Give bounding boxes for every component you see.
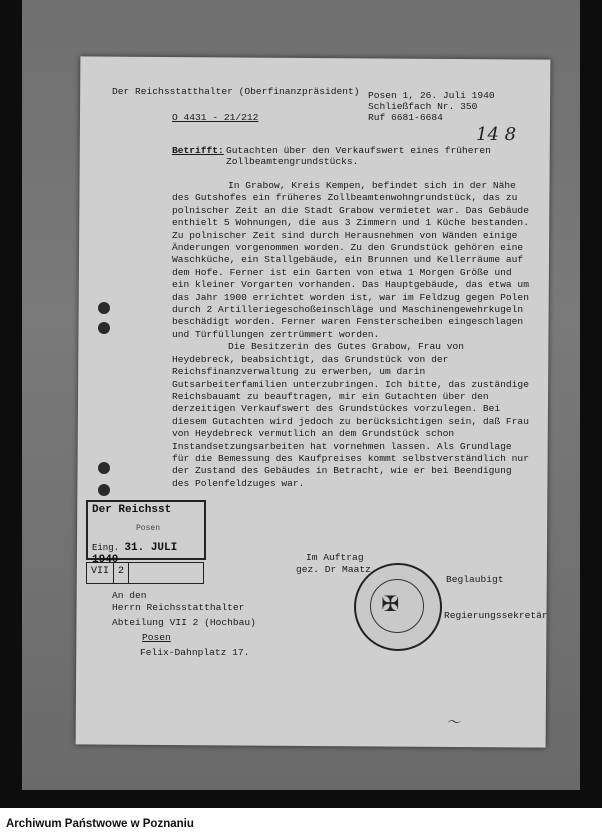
address-line-1: Herrn Reichsstatthalter (112, 602, 245, 613)
body-paragraph-1: In Grabow, Kreis Kempen, befindet sich in der Nähe des Gutshofes ein früheres Zollbeamtenwohngrundstück, das zu polnischer Zeit an die Stadt Grabow vermietet war. Das Gebäude enthielt 5 Wohnungen, die aus 3 Zimmern und 1 Küche bestanden. Zu polnischer Zeit sind durch Herausnehmen von Wänden einige Änderungen vorgenommen worden. Zu den Grundstück gehören eine Waschküche, ein Stallgebäude, ein Brunnen und Kellerräume auf dem Hofe. Ferner ist ein Garten von etwa 1 Morgen Größe und ein kleiner Vorgarten vorhanden. Das Hauptgebäude, das etwa um das Jahr 1900 errichtet worden ist, war im Feldzug gegen Polen durch 2 Artilleriegeschoßeinschläge und Maschinengewehrkugeln beschädigt worden. Ferner waren Fensterscheiben eingeschlagen und Türfüllungen zertrümmert worden. (172, 180, 529, 340)
certified: Beglaubigt (446, 574, 504, 585)
address-line-4: Felix-Dahnplatz 17. (140, 647, 250, 658)
page-marks: 14 8 (476, 124, 517, 145)
reference-number: O 4431 - 21/212 (172, 112, 259, 123)
subject-line-2: Zollbeamtengrundstücks. (226, 156, 359, 167)
phone: Ruf 6681-6684 (368, 112, 443, 123)
punch-hole (98, 322, 110, 334)
address-intro: An den (112, 590, 147, 601)
stamp-received: Eing. 31. JULI 1940 (92, 542, 178, 566)
city-date: Posen 1, 26. Juli 1940 (368, 90, 495, 101)
address-line-2: Abteilung VII 2 (Hochbau) (112, 617, 256, 628)
stamp-authority: Der Reichsst (92, 504, 172, 516)
registry-dept: VII (87, 563, 114, 583)
stamp-city: Posen (136, 524, 161, 533)
punch-hole (98, 484, 110, 496)
official-seal (354, 563, 442, 651)
body-paragraph-2: Die Besitzerin des Gutes Grabow, Frau von Heydebreck, beabsichtigt, das Grundstück von der Reichsfinanzverwaltung zu erwerben, um darin Gutsarbeiterfamilien unterzubringen. Ich bitte, das zuständige Reichsbauamt zu beauftragen, mir ein Gutachten über den derzeitigen Verkaufswert des Grundstückes vorzulegen. Bei diesem Gutachten wird jedoch zu berücksichtigen sein, daß Frau von Heydebreck vermutlich an dem Grundstück schon Instandsetzungsarbeiten hat vornehmen lassen. Als Grundlage für die Bemessung des Kaufpreises kommt selbstverständlich nur der Zustand des Gebäudes in Betracht, wie er bei Beendigung des Polenfeldzuges war. (172, 341, 529, 489)
letterhead: Der Reichsstatthalter (Oberfinanzpräsident) (112, 86, 360, 97)
registry-box (86, 562, 204, 584)
im-auftrag: Im Auftrag (306, 552, 364, 563)
signer-role: Regierungssekretär (444, 610, 548, 621)
po-box: Schließfach Nr. 350 (368, 101, 478, 112)
archive-label: Archiwum Państwowe w Poznaniu (6, 818, 194, 830)
letter-body (172, 180, 532, 490)
subject-label: Betrifft: (172, 145, 224, 156)
registry-sub: 2 (114, 563, 129, 583)
handwritten-initials: 〜 (446, 715, 460, 731)
eagle-icon: ✠ (382, 589, 399, 620)
subject-line-1: Gutachten über den Verkaufswert eines früheren (226, 145, 491, 156)
signed-by: gez. Dr Maatz (296, 564, 371, 575)
punch-hole (98, 302, 110, 314)
address-city: Posen (142, 632, 171, 643)
stamp-date: 31. JULI 1940 (92, 542, 178, 566)
punch-hole (98, 462, 110, 474)
receipt-stamp (86, 500, 206, 566)
